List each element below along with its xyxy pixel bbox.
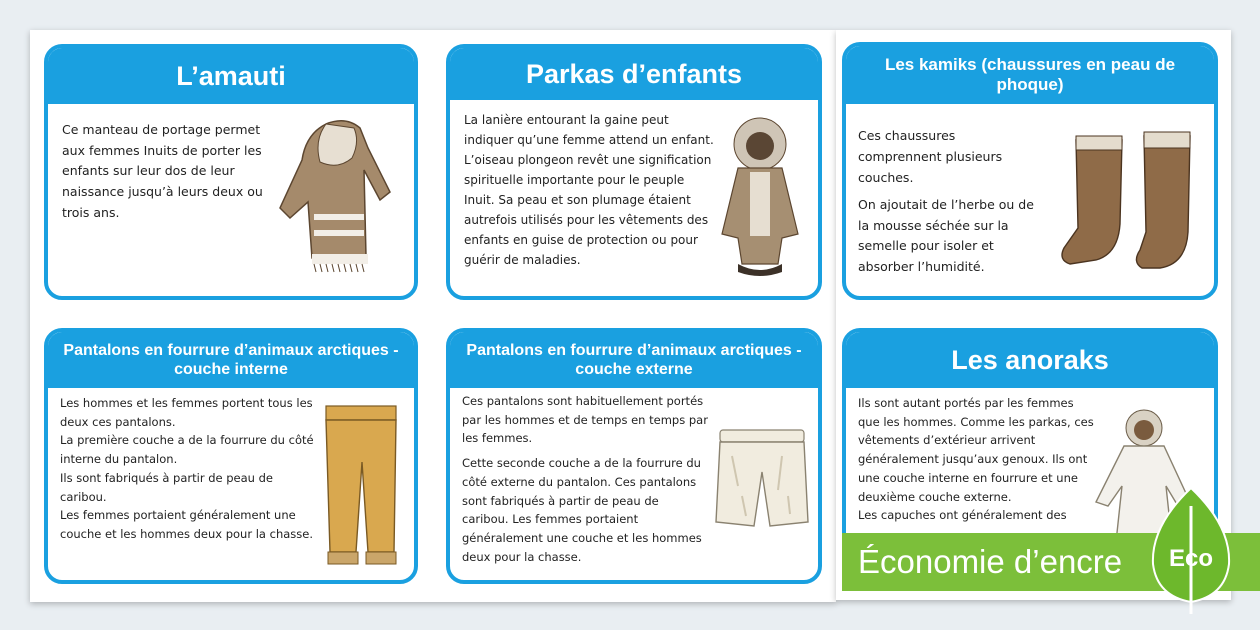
card-inner-trousers bbox=[44, 328, 418, 584]
card-kamiks bbox=[842, 42, 1218, 300]
card-text bbox=[858, 394, 1094, 531]
card-paragraph: Cette seconde couche a de la fourrure du côté externe du pantalon. Ces pantalons sont fabriqués à partir de peau de caribou. Les femmes portaient généralement une couche et les hommes deux pour la chasse. bbox=[462, 456, 702, 564]
card-paragraph: Les femmes portaient généralement une couche et les hommes deux pour la chasse. bbox=[60, 508, 313, 542]
card-paragraph: Les capuches ont généralement des bbox=[858, 508, 1067, 523]
card-title: Pantalons en fourrure d’animaux arctiques - couche externe bbox=[450, 332, 818, 388]
card-paragraph: On ajoutait de l’herbe ou de la mousse séchée sur la semelle pour isoler et absorber l’humidité. bbox=[858, 196, 1034, 275]
card-paragraph: Ils sont autant portés par les femmes que les hommes. Comme les parkas, ces vêtements d’extérieur arrivent généralement jusqu’aux genoux. Ils ont une couche interne en fourrure et une deuxième couche externe. bbox=[858, 396, 1094, 504]
card-text bbox=[858, 126, 1038, 284]
card-paragraph: Ils sont fabriqués à partir de peau de caribou. bbox=[60, 470, 273, 504]
card-paragraph: Ces pantalons sont habituellement portés par les hommes et de temps en temps par les femmes. bbox=[462, 394, 708, 446]
eco-badge: Eco bbox=[1168, 545, 1213, 572]
card-paragraph: Les hommes et les femmes portent tous les deux ces pantalons. bbox=[60, 396, 313, 429]
card-title: Les anoraks bbox=[846, 332, 1214, 388]
card-outer-trousers bbox=[446, 328, 822, 584]
ink-saving-label: Économie d’encre bbox=[858, 543, 1123, 580]
card-text bbox=[62, 120, 286, 229]
kamik-boots-icon bbox=[1056, 128, 1206, 278]
card-parkas bbox=[446, 44, 822, 300]
outer-fur-trousers-icon bbox=[712, 426, 812, 536]
card-title: Les kamiks (chaussures en peau de phoque) bbox=[846, 46, 1214, 104]
card-paragraph: Ces chaussures comprennent plusieurs couches. bbox=[858, 128, 1003, 185]
card-paragraph: Ce manteau de portage permet aux femmes Inuits de porter les enfants sur leur dos de leur naissance jusqu’à leurs deux ou trois ans. bbox=[62, 122, 263, 220]
card-title: Parkas d’enfants bbox=[450, 48, 818, 100]
card-title: L’amauti bbox=[48, 48, 414, 104]
child-parka-icon bbox=[712, 116, 808, 280]
card-paragraph: La lanière entourant la gaine peut indiquer qu’une femme attend un enfant. L’oiseau plongeon revêt une signification spirituelle importante pour le peuple Inuit. Sa peau et son plumage étaient autrefois utilisés pour les vêtements des enfants en guise de protection ou pour guérir de maladies. bbox=[464, 113, 714, 268]
inner-fur-trousers-icon bbox=[316, 402, 406, 570]
card-text bbox=[60, 394, 316, 550]
card-paragraph: La première couche a de la fourrure du côté interne du pantalon. bbox=[60, 433, 314, 467]
card-text bbox=[462, 392, 708, 573]
card-title: Pantalons en fourrure d’animaux arctiques - couche interne bbox=[48, 332, 414, 388]
card-text bbox=[464, 110, 714, 276]
amauti-coat-icon bbox=[268, 118, 398, 278]
card-amauti bbox=[44, 44, 418, 300]
